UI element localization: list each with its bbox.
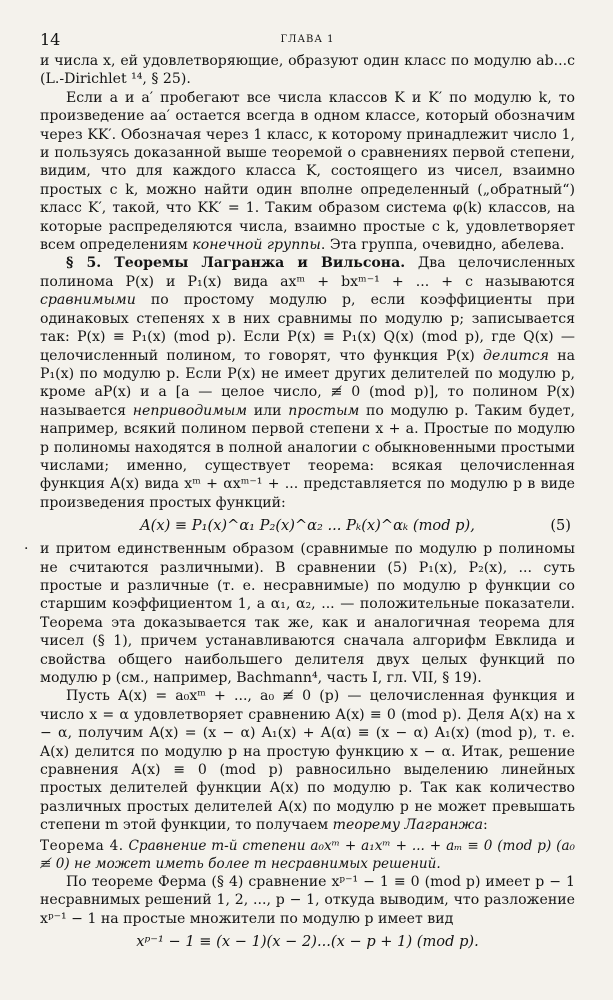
paragraph-text: и притом единственным образом (сравнимые по модулю p полиномы не считаются различными). В сравнении (5) P₁(x), P₂(x), ... суть простые и различные (т. е. несравнимые) по модулю p функции со старшим коэффициентом 1, а α₁, α₂, ... — положительные показатели. Теорема эта доказывается так же, как и аналогичная теорема для чисел (§ 1), причем устанавливаются сначала алгорифм Евклида и свойства общего наибольшего делителя двух целых функций по модулю p (см., например, Bachmann⁴, часть I, гл. VII, § 19). <box>40 541 575 686</box>
paragraph-text: По теореме Ферма (§ 4) сравнение xᵖ⁻¹ − 1 ≡ 0 (mod p) имеет p − 1 несравнимых решений 1, 2, ..., p − 1, откуда выводим, что разложение xᵖ⁻¹ − 1 на простые множители по модулю p имеет вид <box>40 874 575 927</box>
paragraph-text: и числа x, ей удовлетворяющие, образуют один класс по модулю ab...c (L.-Dirichlet ¹⁴, § 25). <box>40 53 575 88</box>
margin-dot: · <box>24 541 29 558</box>
paragraph-section-5 <box>40 254 575 512</box>
paragraph-text: по модулю p. Таким будет, например, всякий полином первой степени x + a. Простые по модулю p полиномы находятся в полной аналогии с обыкновенными простыми числами; именно, существует теорема: всякая целочисленная функция A(x) вида xᵐ + αxᵐ⁻¹ + ... представляется по модулю p в виде произведения простых функций: <box>40 402 575 511</box>
paragraph-text: . Эта группа, очевидно, абелева. <box>320 237 565 254</box>
paragraph-text: на P₁(x) по модулю p. Если P(x) не имеет других делителей по модулю p, кроме aP(x) и a [a — целое число, ≢ 0 (mod p)], то полином P(x) называется <box>40 347 575 419</box>
paragraph-text: или <box>247 402 289 419</box>
paragraph-text: Пусть A(x) = a₀xᵐ + ..., a₀ ≢ 0 (p) — целочисленная функция и число x = α удовлетворяет сравнению A(x) ≡ 0 (mod p). Деля A(x) на x − α, получим A(x) = (x − α) A₁(x) + A(α) ≡ (x − α) A₁(x) (mod p), т. е. A(x) делится по модулю p на простую функцию x − α. Итак, решение сравнения A(x) ≡ 0 (mod p) равносильно выделению линейных простых делителей функции A(x) по модулю p. Так как количество различных простых делителей A(x) по модулю p не может превышать степени m этой функции, то получаем <box>40 688 575 834</box>
paragraph-fermat <box>40 873 575 928</box>
paragraph-lagrange <box>40 687 575 834</box>
page-header <box>40 26 575 52</box>
emphasis-lagrange-theorem: теорему Лагранжа <box>332 817 483 834</box>
paragraph-dirichlet-ref <box>40 52 575 89</box>
paragraph-text: по простому модулю p, если коэффициенты при одинаковых степенях x в них сравнимы по модулю p; записывается так: P(x) ≡ P₁(x) (mod p). Если P(x) ≡ P₁(x) Q(x) (mod p), где Q(x) — целочисленный полином, то говорят, что функция P(x) <box>40 292 575 364</box>
page-number: 14 <box>40 30 61 49</box>
paragraph-text: Два целочисленных полинома P(x) и P₁(x) вида axᵐ + bxᵐ⁻¹ + ... + c называются <box>40 255 575 290</box>
formula-text: xᵖ⁻¹ − 1 ≡ (x − 1)(x − 2)...(x − p + 1) (mod p). <box>136 933 479 951</box>
emphasis-finite-group: конечной группы <box>192 237 321 254</box>
equation-number: (5) <box>550 517 571 535</box>
emphasis-prime: простым <box>288 402 360 419</box>
running-head: ГЛАВА 1 <box>280 34 335 45</box>
theorem-label: Теорема 4. <box>40 837 124 854</box>
section-heading: § 5. Теоремы Лагранжа и Вильсона. <box>66 255 406 272</box>
formula-wilson-factorization <box>40 931 575 953</box>
formula-text: A(x) ≡ P₁(x)^α₁ P₂(x)^α₂ ... Pₖ(x)^αₖ (mod p), <box>140 517 475 535</box>
emphasis-irreducible: неприводимым <box>132 402 248 419</box>
emphasis-comparable: сравнимыми <box>40 292 136 309</box>
paragraph-group-definition <box>40 89 575 255</box>
theorem-text: Сравнение m-й степени a₀xᵐ + a₁xᵐ + ... + aₘ ≡ 0 (mod p) (a₀ ≢ 0) не может иметь более m несравнимых решений. <box>40 837 576 872</box>
paragraph-unique-factorization <box>24 540 575 687</box>
paragraph-text: Если a и a′ пробегают все числа классов K и K′ по модулю k, то произведение aa′ остается всегда в одном классе, который обозначим через KK′. Обозначая через 1 класс, к которому принадлежит число 1, и пользуясь доказанной выше теоремой о сравнениях первой степени, видим, что для каждого класса K, состоящего из чисел, взаимно простых с k, можно найти один вполне определенный („обратный“) класс K′, такой, что KK′ = 1. Таким образом система φ(k) классов, на которые распределяются числа, взаимно простые с k, удовлетворяет всем определениям <box>40 89 575 254</box>
emphasis-divisible: делится <box>483 347 549 364</box>
theorem-4 <box>40 837 575 873</box>
paragraph-text: : <box>482 817 488 834</box>
formula-5 <box>40 515 575 537</box>
